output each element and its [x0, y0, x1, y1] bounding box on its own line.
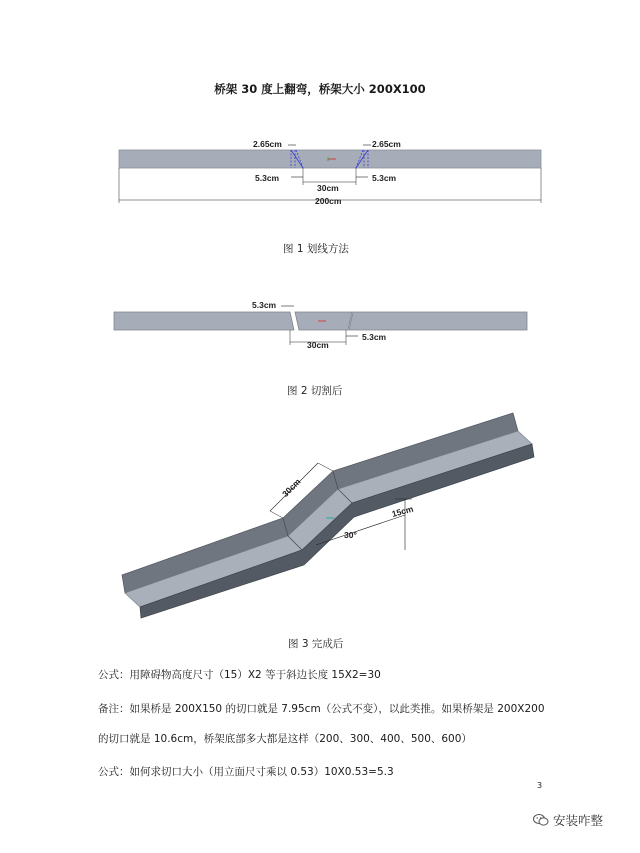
fig1-label-top-right: 2.65cm [372, 139, 401, 149]
fig3-label-height: 15cm [390, 503, 415, 519]
watermark [533, 811, 603, 829]
note-line-1: 备注：如果桥是 200X150 的切口就是 7.95cm（公式不变），以此类推。如果桥架是 200X200 [98, 703, 545, 715]
fig1-label-bottom-right: 5.3cm [372, 173, 397, 183]
formula-line-1: 公式：用障碍物高度尺寸（15）X2 等于斜边长度 15X2=30 [98, 669, 381, 681]
fig2-label-right: 5.3cm [362, 332, 387, 342]
figure-2-caption: 图 2 切割后 [287, 385, 343, 397]
tray-left-piece [114, 312, 294, 330]
watermark-text: 安装咋整 [553, 813, 604, 828]
fig1-label-bottom-left: 5.3cm [255, 173, 280, 183]
wechat-icon [533, 813, 549, 827]
figure-1-diagram [0, 130, 640, 210]
note-line-2: 的切口就是 10.6cm，桥架底部多大都是这样（200、300、400、500、600） [98, 733, 472, 745]
fig2-label-middle: 30cm [307, 340, 329, 350]
page-title: 桥架 30 度上翻弯，桥架大小 200X100 [214, 82, 426, 96]
tray-back-wall [122, 413, 518, 593]
formula-line-2: 公式：如何求切口大小（用立面尺寸乘以 0.53）10X0.53=5.3 [98, 766, 394, 778]
tray-bottom [125, 431, 532, 607]
figure-2-diagram [0, 292, 640, 352]
figure-3-diagram [0, 405, 640, 620]
page-number: 3 [537, 781, 543, 790]
fig1-label-top-left: 2.65cm [253, 139, 282, 149]
fig2-label-top: 5.3cm [252, 300, 277, 310]
tray-right-piece [349, 312, 527, 330]
fig1-label-middle: 30cm [317, 183, 339, 193]
fig1-label-total: 200cm [315, 196, 342, 206]
fig3-label-angle: 30° [344, 530, 357, 540]
figure-1-caption: 图 1 划线方法 [283, 243, 349, 255]
fig3-label-length: 30cm [280, 476, 303, 499]
figure-3-caption: 图 3 完成后 [288, 638, 344, 650]
